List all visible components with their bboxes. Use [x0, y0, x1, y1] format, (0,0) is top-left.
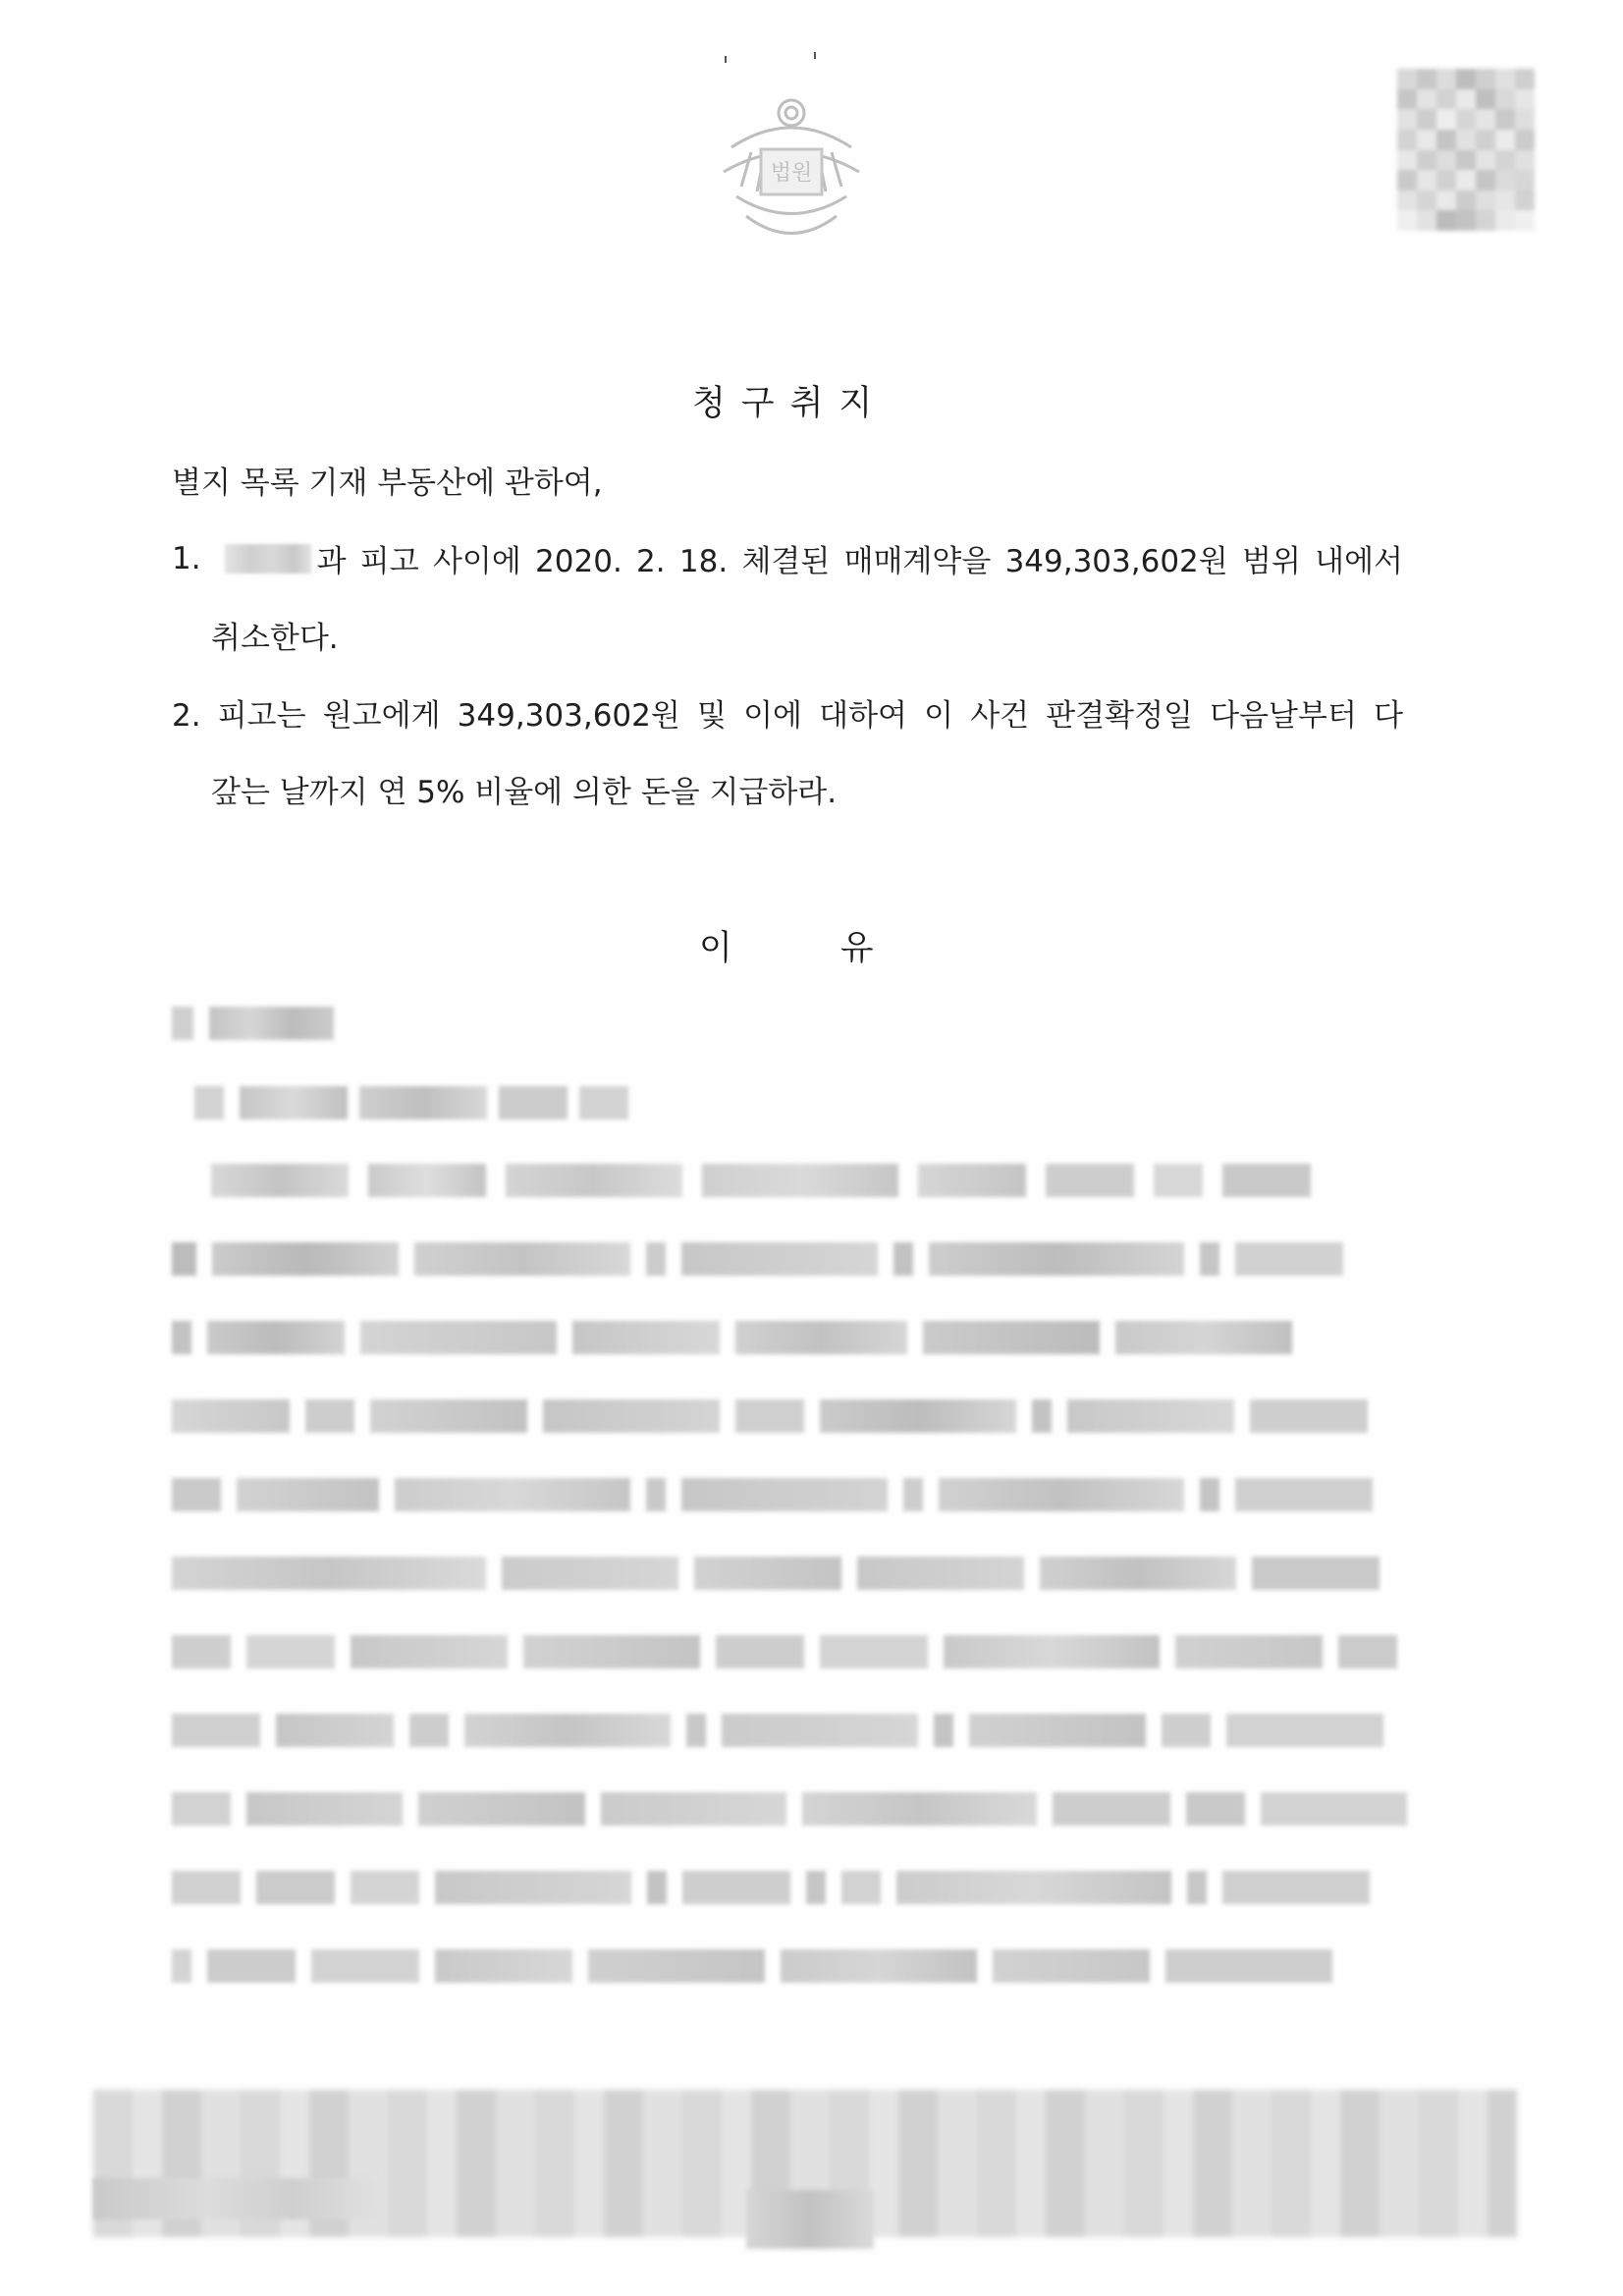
- redacted-name: [225, 544, 311, 574]
- scan-mark-left: [725, 56, 727, 63]
- redacted-paragraph-line: [172, 1242, 1407, 1276]
- court-seal-icon: [712, 93, 871, 246]
- redacted-stamp: [1397, 69, 1535, 231]
- claim-item-1-number: 1.: [172, 540, 201, 576]
- claim-heading: 청구취지: [692, 384, 889, 423]
- claim-item-1-line-2: 취소한다.: [211, 621, 339, 656]
- seal-label: 법원: [770, 161, 813, 186]
- redacted-paragraph-line: [172, 1321, 1407, 1354]
- claim-item-2-line-1: 2. 피고는 원고에게 349,303,602원 및 이에 대하여 이 사건 판결확정일 다음날부터 다: [172, 698, 1403, 734]
- claim-intro: 별지 목록 기재 부동산에 관하여,: [172, 465, 603, 501]
- claim-item-1-text: 과 피고 사이에 2020. 2. 18. 체결된 매매계약을 349,303,602원 범위 내에서: [316, 544, 1403, 579]
- redacted-paragraph-line: [172, 1792, 1407, 1826]
- redacted-subheading-1: [172, 1007, 334, 1040]
- redacted-paragraph-line: [172, 1949, 1407, 1983]
- redacted-footer-note: [93, 2178, 378, 2219]
- redacted-paragraph-line: [172, 1871, 1407, 1904]
- redacted-paragraph-line: [172, 1399, 1407, 1433]
- redacted-paragraph-line: [172, 1557, 1407, 1590]
- redacted-paragraph-line: [172, 1478, 1407, 1511]
- reason-heading: [699, 921, 982, 970]
- claim-item-1-line-1: [172, 536, 1403, 580]
- redacted-paragraph-line: [172, 1714, 1407, 1747]
- reason-heading-text: 이유: [699, 929, 982, 968]
- claim-item-2-line-2: 갚는 날까지 연 5% 비율에 의한 돈을 지급하라.: [211, 775, 838, 810]
- scan-mark-right: [814, 52, 816, 59]
- redacted-paragraph-line: [172, 1635, 1407, 1668]
- redacted-subheading-2: [194, 1086, 646, 1120]
- redacted-page-number: [746, 2190, 874, 2249]
- redacted-paragraph-line: [211, 1164, 1407, 1197]
